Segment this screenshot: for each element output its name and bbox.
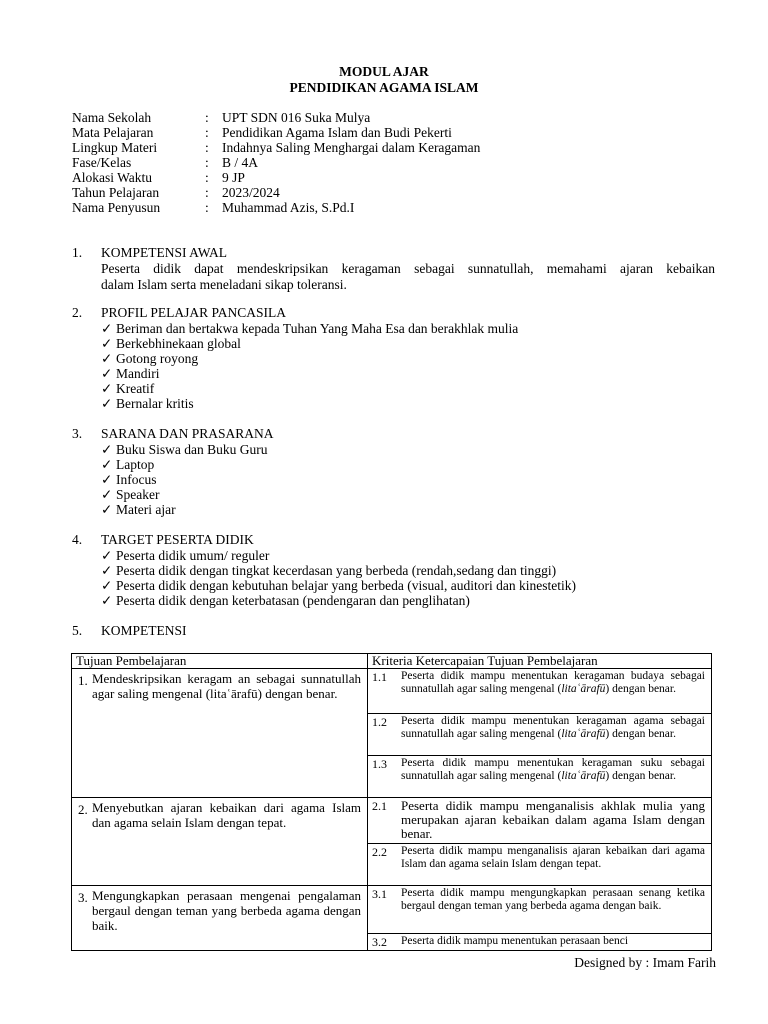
section-title: KOMPETENSI AWAL [101, 245, 228, 260]
checklist-item [101, 457, 154, 472]
checklist-text: Peserta didik umum/ reguler [116, 548, 270, 563]
check-icon: ✓ [101, 472, 113, 487]
info-label: Nama Sekolah [72, 110, 152, 125]
doc-title: MODUL AJAR [339, 64, 429, 79]
tujuan-text: Mendeskripsikan keragam an sebagai sunnatullah agar saling mengenal (litaʿārafū) dengan benar. [92, 671, 361, 701]
table-header-cell: Kriteria Ketercapaian Tujuan Pembelajaran [368, 654, 712, 669]
checklist-item [101, 472, 157, 487]
check-icon: ✓ [101, 336, 113, 351]
table-header-cell: Tujuan Pembelajaran [72, 654, 368, 669]
checklist-text: Kreatif [116, 381, 155, 396]
info-sep: : [205, 155, 209, 170]
kriteria-number: 2.2 [372, 845, 387, 859]
kriteria-text-part: Peserta didik mampu menentukan keragaman agama sebagai sunnatullah agar saling mengenal ( [401, 715, 705, 740]
check-icon: ✓ [101, 502, 113, 517]
info-value: 2023/2024 [222, 185, 280, 200]
tujuan-text: Mengungkapkan perasaan mengenai pengalaman bergaul dengan teman yang berbeda agama dengan baik. [92, 888, 361, 933]
checklist-text: Laptop [116, 457, 155, 472]
kriteria-text-part: ) dengan benar. [605, 682, 676, 695]
info-label: Mata Pelajaran [72, 125, 154, 140]
info-sep: : [205, 200, 209, 215]
kriteria-item [368, 799, 711, 841]
info-label: Tahun Pelajaran [72, 185, 160, 200]
check-icon: ✓ [101, 563, 113, 578]
kriteria-item [368, 757, 711, 782]
kriteria-number: 1.3 [372, 757, 387, 771]
table-row [72, 669, 712, 714]
tujuan-cell [72, 886, 368, 951]
checklist-text: Peserta didik dengan keterbatasan (pendengaran dan penglihatan) [116, 593, 470, 608]
checklist-text: Peserta didik dengan tingkat kecerdasan yang berbeda (rendah,sedang dan tinggi) [116, 563, 557, 578]
info-value: B / 4A [222, 155, 259, 170]
checklist-item [101, 336, 241, 351]
kriteria-text: Peserta didik mampu menganalisis ajaran kebaikan dari agama Islam dan agama selain Islam dengan tepat. [401, 845, 705, 870]
section-paragraph [101, 261, 715, 293]
info-value: Muhammad Azis, S.Pd.I [222, 200, 355, 215]
checklist-item [101, 396, 194, 411]
checklist-item [101, 351, 198, 366]
table-row [72, 798, 712, 844]
kriteria-item [368, 887, 711, 912]
kriteria-text: Peserta didik mampu menganalisis akhlak mulia yang merupakan ajaran kebaikan dalam agama Islam dengan benar. [401, 798, 705, 841]
tujuan-number: 2. [78, 802, 88, 817]
check-icon: ✓ [101, 396, 113, 411]
checklist-item [101, 487, 159, 502]
info-sep: : [205, 170, 209, 185]
check-icon: ✓ [101, 381, 113, 396]
kriteria-number: 2.1 [372, 799, 387, 813]
check-icon: ✓ [101, 351, 113, 366]
checklist-text: Gotong royong [116, 351, 199, 366]
check-icon: ✓ [101, 593, 113, 608]
kriteria-cell [368, 669, 712, 714]
checklist-text: Peserta didik dengan kebutuhan belajar yang berbeda (visual, auditori dan kinestetik) [116, 578, 576, 593]
checklist-item [101, 381, 154, 396]
kriteria-text-part: ) dengan benar. [605, 769, 676, 782]
info-label: Nama Penyusun [72, 200, 161, 215]
info-value: UPT SDN 016 Suka Mulya [222, 110, 371, 125]
checklist-item [101, 563, 556, 578]
kriteria-item [368, 670, 711, 695]
section-number: 4. [72, 532, 83, 547]
info-value: 9 JP [222, 170, 245, 185]
tujuan-number: 1. [78, 673, 88, 688]
check-icon: ✓ [101, 487, 113, 502]
kriteria-text [401, 757, 705, 782]
info-label: Fase/Kelas [72, 155, 132, 170]
checklist-item [101, 578, 576, 593]
kriteria-text-part: Peserta didik mampu menentukan keragaman suku sebagai sunnatullah agar saling mengenal ( [401, 757, 705, 782]
kriteria-text [401, 715, 705, 740]
check-icon: ✓ [101, 548, 113, 563]
section-number: 1. [72, 245, 83, 260]
kriteria-number: 1.1 [372, 670, 387, 684]
kriteria-text-part: Peserta didik mampu menentukan keragaman budaya sebagai sunnatullah agar saling mengenal ( [401, 670, 705, 695]
kriteria-cell [368, 886, 712, 934]
tujuan-cell [72, 669, 368, 798]
kriteria-number: 3.2 [372, 935, 387, 949]
kompetensi-table [71, 653, 712, 951]
check-icon: ✓ [101, 366, 113, 381]
check-icon: ✓ [101, 321, 113, 336]
check-icon: ✓ [101, 442, 113, 457]
tujuan-item [72, 671, 367, 701]
check-icon: ✓ [101, 457, 113, 472]
table-header-row [72, 654, 712, 669]
checklist-item [101, 366, 160, 381]
tujuan-number: 3. [78, 890, 88, 905]
kriteria-text-italic: litaʿārafū [561, 682, 606, 695]
checklist-text: Speaker [116, 487, 160, 502]
section-title: TARGET PESERTA DIDIK [101, 532, 254, 547]
tujuan-item [72, 800, 367, 830]
kriteria-cell [368, 934, 712, 951]
info-sep: : [205, 140, 209, 155]
section-title: PROFIL PELAJAR PANCASILA [101, 305, 287, 320]
table-row [72, 886, 712, 934]
tujuan-item [72, 888, 367, 933]
checklist-text: Beriman dan bertakwa kepada Tuhan Yang Maha Esa dan berakhlak mulia [116, 321, 519, 336]
checklist-item [101, 321, 518, 336]
kriteria-text: Peserta didik mampu menentukan perasaan benci [401, 935, 629, 947]
info-sep: : [205, 110, 209, 125]
kriteria-cell [368, 844, 712, 886]
info-label: Alokasi Waktu [72, 170, 153, 185]
section-number: 2. [72, 305, 83, 320]
section-number: 5. [72, 623, 83, 638]
paragraph-line: dalam Islam serta meneladani sikap toleransi. [101, 277, 347, 292]
checklist-text: Mandiri [116, 366, 160, 381]
tujuan-text: Menyebutkan ajaran kebaikan dari agama Islam dan agama selain Islam dengan tepat. [92, 800, 361, 830]
checklist-item [101, 442, 268, 457]
kriteria-text [401, 670, 705, 695]
checklist-item [101, 548, 269, 563]
checklist-text: Buku Siswa dan Buku Guru [116, 442, 268, 457]
checklist-text: Berkebhinekaan global [116, 336, 241, 351]
checklist-text: Infocus [116, 472, 157, 487]
kriteria-text-italic: litaʿārafū [561, 769, 606, 782]
checklist-item [101, 502, 176, 517]
section-title: KOMPETENSI [101, 623, 187, 638]
designed-by-footer: Designed by : Imam Farih [574, 955, 716, 970]
section-title: SARANA DAN PRASARANA [101, 426, 274, 441]
info-value: Indahnya Saling Menghargai dalam Keragaman [222, 140, 481, 155]
info-sep: : [205, 125, 209, 140]
kriteria-number: 3.1 [372, 887, 387, 901]
doc-subtitle: PENDIDIKAN AGAMA ISLAM [289, 80, 479, 95]
info-sep: : [205, 185, 209, 200]
paragraph-line: Peserta didik dapat mendeskripsikan keragaman sebagai sunnatullah, memahami ajaran kebaikan [101, 261, 715, 276]
kriteria-text-italic: litaʿārafū [561, 727, 606, 740]
info-value: Pendidikan Agama Islam dan Budi Pekerti [222, 125, 452, 140]
kriteria-text-part: ) dengan benar. [605, 727, 676, 740]
kriteria-cell [368, 714, 712, 756]
tujuan-cell [72, 798, 368, 886]
checklist-text: Bernalar kritis [116, 396, 194, 411]
checklist-text: Materi ajar [116, 502, 176, 517]
kriteria-number: 1.2 [372, 715, 387, 729]
check-icon: ✓ [101, 578, 113, 593]
kriteria-text: Peserta didik mampu mengungkapkan perasaan senang ketika bergaul dengan teman yang berbeda agama dengan baik. [401, 887, 705, 912]
kriteria-item [368, 935, 711, 948]
info-label: Lingkup Materi [72, 140, 158, 155]
section-number: 3. [72, 426, 83, 441]
checklist-item [101, 593, 470, 608]
kriteria-item [368, 845, 711, 870]
kriteria-cell [368, 798, 712, 844]
kriteria-item [368, 715, 711, 740]
kriteria-cell [368, 756, 712, 798]
